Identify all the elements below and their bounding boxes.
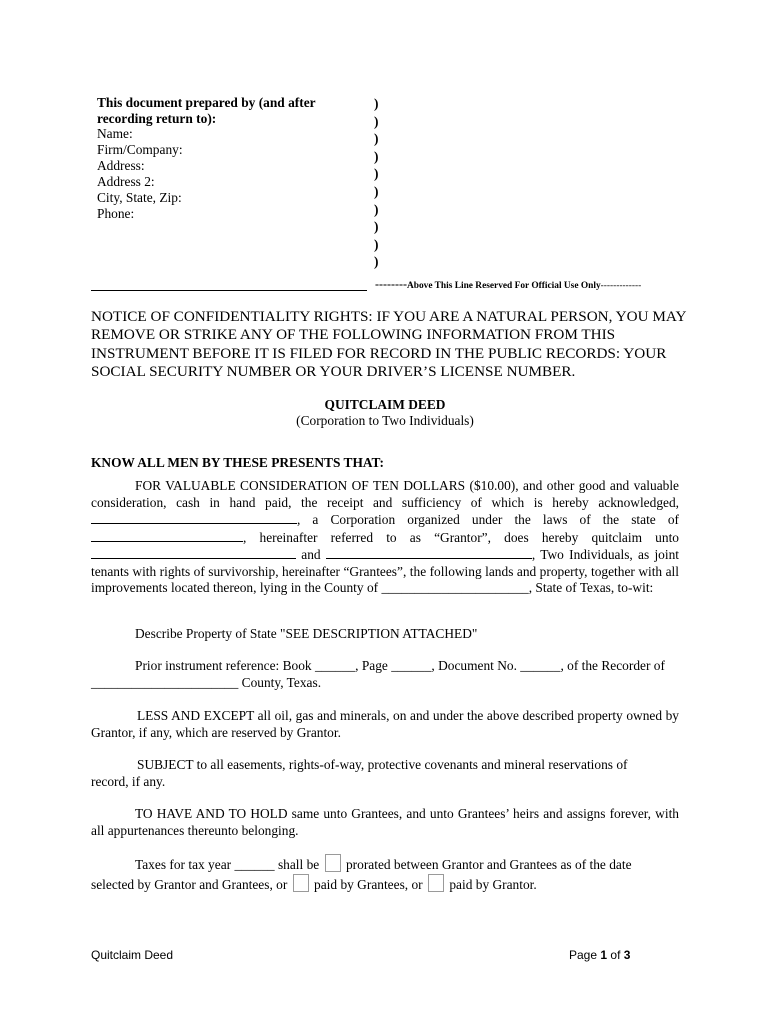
official-use-note xyxy=(375,276,641,292)
paren: ) xyxy=(374,96,379,111)
prior-instrument-paragraph xyxy=(91,658,683,691)
footer-page-number xyxy=(569,948,630,962)
field-address2-label: Address 2: xyxy=(97,174,155,189)
official-dashes-right: ------------- xyxy=(600,281,642,291)
taxes-text-e: paid by Grantor. xyxy=(449,876,537,892)
preparer-signature-line xyxy=(91,290,367,291)
page-word: Page xyxy=(569,948,598,962)
know-all-men-heading: KNOW ALL MEN BY THESE PRESENTS THAT: xyxy=(91,455,384,470)
property-description: Describe Property of State "SEE DESCRIPTION ATTACHED" xyxy=(135,626,478,641)
habendum-paragraph: TO HAVE AND TO HOLD same unto Grantees, and unto Grantees’ heirs and assigns forever, with all appurtenances thereunto belonging. xyxy=(91,806,679,838)
preparer-heading: This document prepared by (and after recording return to): xyxy=(97,95,316,126)
paren: ) xyxy=(374,236,379,252)
consideration-text: FOR VALUABLE CONSIDERATION OF TEN DOLLARS ($10.00), and other good and valuable consideration, cash in hand paid, the receipt and sufficiency of which is hereby acknowledged, xyxy=(91,478,679,510)
less-and-except-paragraph: LESS AND EXCEPT all oil, gas and minerals, on and under the above described property owned by Grantor, if any, which are reserved by Grantor. xyxy=(91,708,679,740)
corporation-name-blank[interactable] xyxy=(91,511,297,524)
taxes-text-d: paid by Grantees, or xyxy=(314,876,423,892)
grantees-text: , Two Individuals, as joint tenants with rights of survivorship, hereinafter “Grantees”, the following lands and property, together with all improvements located thereon, lying in the County of ______________________, State of Texas, to-wit: xyxy=(91,547,679,595)
field-phone-label: Phone: xyxy=(97,206,135,221)
taxes-line2 xyxy=(91,874,691,894)
confidentiality-notice: NOTICE OF CONFIDENTIALITY RIGHTS: IF YOU ARE A NATURAL PERSON, YOU MAY REMOVE OR STRIKE ANY OF THE FOLLOWING INFORMATION FROM THIS INSTRUMENT BEFORE IT IS FILED FOR RECORD IN THE PUBLIC RECORDS: YOUR SOCIAL SECURITY NUMBER OR YOUR DRIVER’S LICENSE NUMBER. xyxy=(91,308,686,380)
taxes-paragraph xyxy=(91,854,691,893)
official-dashes-left: -------- xyxy=(375,277,407,291)
consideration-paragraph xyxy=(91,478,679,597)
field-address-label: Address: xyxy=(97,158,145,173)
taxes-text-b: prorated between Grantor and Grantees as of the date xyxy=(345,857,632,872)
prorated-checkbox[interactable] xyxy=(325,854,341,872)
of-word: of xyxy=(610,948,621,962)
paren: ) xyxy=(374,201,379,217)
paren: ) xyxy=(374,131,379,147)
grantee1-blank[interactable] xyxy=(91,546,296,559)
prior-instrument-line1: Prior instrument reference: Book ______, Page ______, Document No. ______, of the Recorder of xyxy=(135,658,665,673)
taxes-text-c: selected by Grantor and Grantees, or xyxy=(91,876,288,892)
paid-by-grantor-checkbox[interactable] xyxy=(428,874,444,892)
taxes-text-a: Taxes for tax year ______ shall be xyxy=(135,857,320,872)
corporation-text: , a Corporation organized under the laws of the state of xyxy=(297,512,679,527)
paren: ) xyxy=(374,183,379,199)
paren: ) xyxy=(374,166,379,182)
field-firm-label: Firm/Company: xyxy=(97,142,183,157)
field-name-label: Name: xyxy=(97,126,133,141)
grantor-text: , hereinafter referred to as “Grantor”, does hereby quitclaim unto xyxy=(243,529,679,545)
and-text: and xyxy=(296,547,326,562)
paren: ) xyxy=(374,113,379,129)
field-city-state-zip-label: City, State, Zip: xyxy=(97,190,182,205)
official-note-text: Above This Line Reserved For Official Use Only xyxy=(406,281,601,291)
document-title: QUITCLAIM DEED xyxy=(324,397,446,412)
grantee2-blank[interactable] xyxy=(326,546,532,559)
current-page: 1 xyxy=(600,948,608,962)
prior-instrument-line2: ______________________ County, Texas. xyxy=(91,674,322,690)
document-subtitle: (Corporation to Two Individuals) xyxy=(296,413,474,428)
paren-column xyxy=(374,95,378,271)
taxes-line1 xyxy=(91,854,691,874)
preparer-fields xyxy=(97,126,183,222)
paren: ) xyxy=(374,148,379,164)
paid-by-grantees-checkbox[interactable] xyxy=(293,874,309,892)
subject-to-paragraph: SUBJECT to all easements, rights-of-way, protective covenants and mineral reservations of record, if any. xyxy=(91,757,628,789)
state-blank[interactable] xyxy=(91,529,243,542)
paren: ) xyxy=(374,254,379,270)
total-pages: 3 xyxy=(623,948,631,962)
paren: ) xyxy=(374,219,379,235)
footer-document-name: Quitclaim Deed xyxy=(91,948,174,962)
